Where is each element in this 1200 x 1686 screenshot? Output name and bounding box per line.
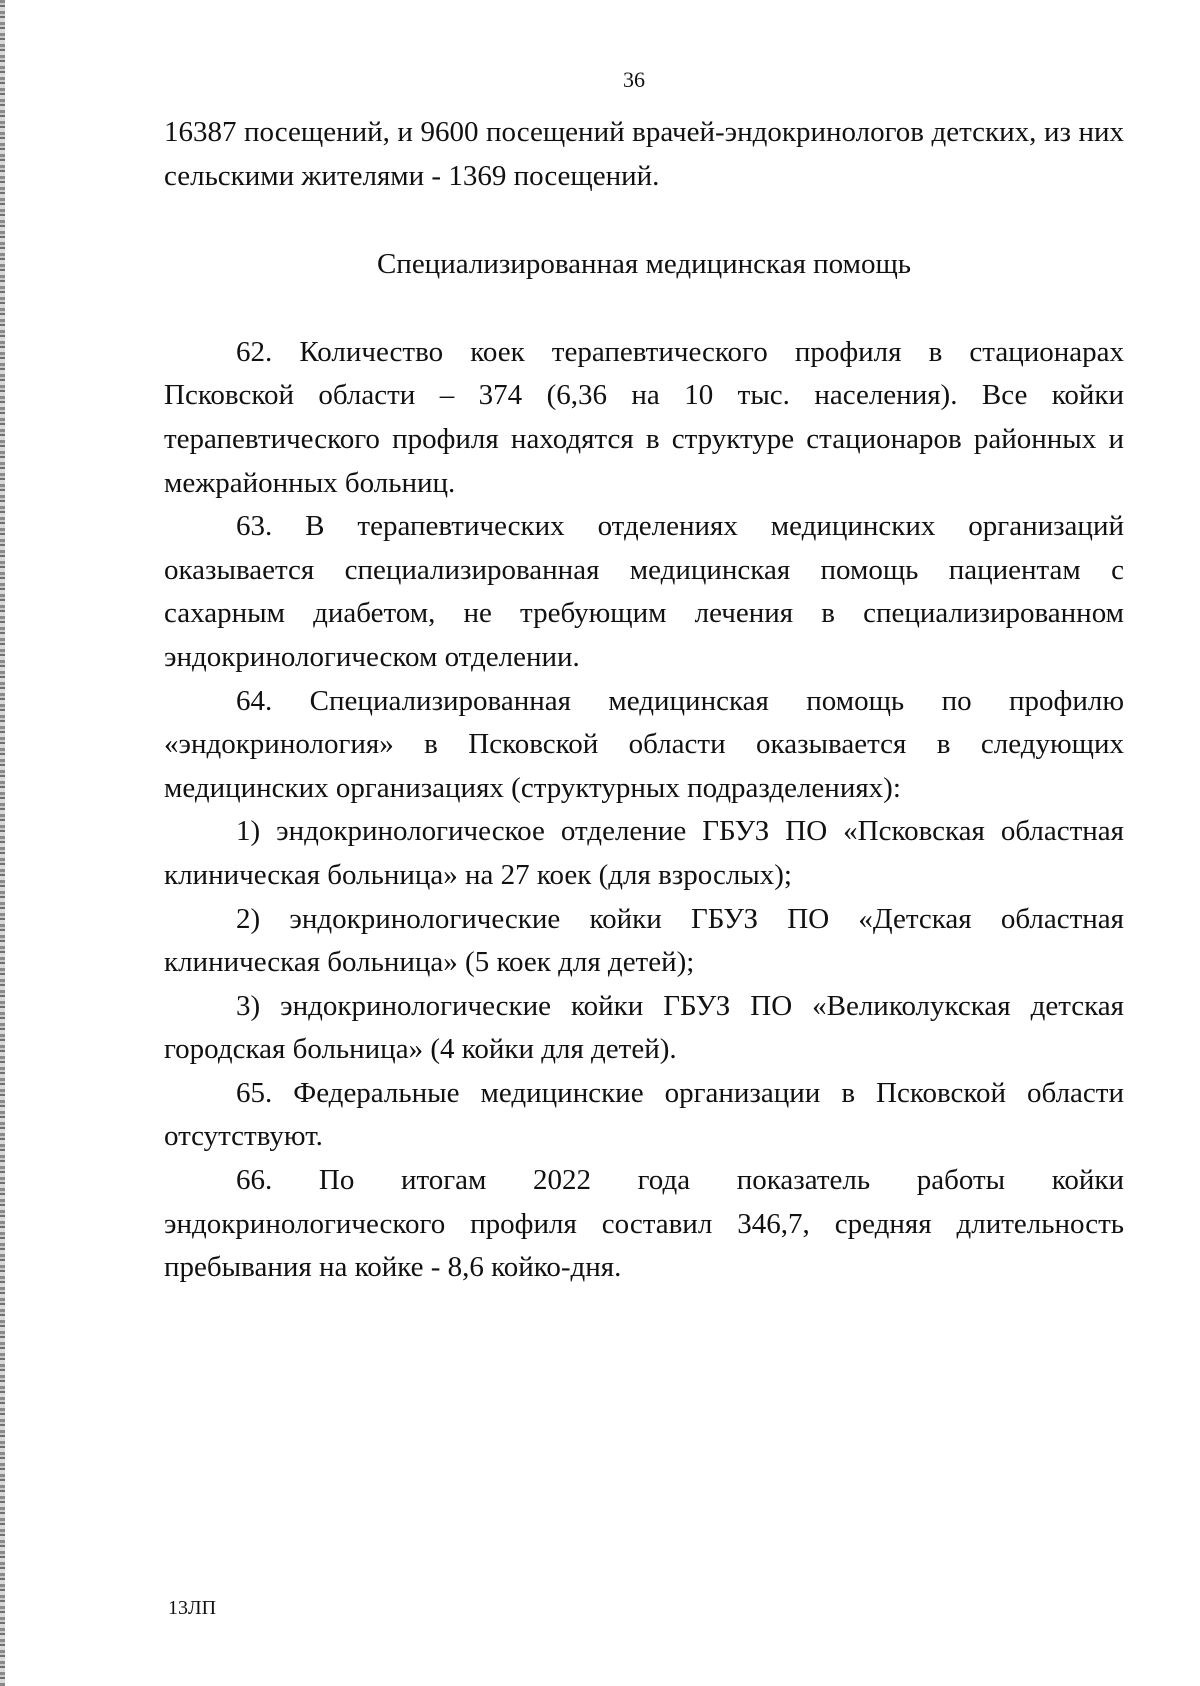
list-item-3: 3) эндокринологические койки ГБУЗ ПО «Великолукская детская городская больница» (4 койки для детей). (164, 989, 1124, 1066)
paragraph-62: 62. Количество коек терапевтического профиля в стационарах Псковской области – 374 (6,36 на 10 тыс. населения). Все койки терапевтического профиля находятся в структуре стационаров районных и межрайонных больниц. (164, 335, 1124, 499)
document-body (164, 111, 1124, 1290)
paragraph-64: 64. Специализированная медицинская помощь по профилю «эндокринология» в Псковской области оказывается в следующих медицинских организациях (структурных подразделениях): (164, 684, 1124, 804)
paragraph-66: 66. По итогам 2022 года показатель работы койки эндокринологического профиля составил 346,7, средняя длительность пребывания на койке - 8,6 койко-дня. (164, 1164, 1124, 1284)
paragraph-63: 63. В терапевтических отделениях медицинских организаций оказывается специализированная медицинская помощь пациентам с сахарным диабетом, не требующим лечения в специализированном эндокринологическом отделении. (164, 510, 1124, 673)
section-title: Специализированная медицинская помощь (376, 248, 912, 281)
page-number (0, 66, 1200, 94)
list-item-1: 1) эндокринологическое отделение ГБУЗ ПО «Псковская областная клиническая больница» на 27 коек (для взрослых); (164, 815, 1124, 891)
page-number-text: 36 (623, 67, 645, 92)
paragraph-65: 65. Федеральные медицинские организации в Псковской области отсутствуют. (164, 1076, 1124, 1153)
scan-edge-artifact (0, 0, 5, 1686)
intro-paragraph: 16387 посещений, и 9600 посещений врачей-эндокринологов детских, из них сельскими жителями - 1369 посещений. (164, 116, 1124, 192)
list-item-2: 2) эндокринологические койки ГБУЗ ПО «Детская областная клиническая больница» (5 коек для детей); (164, 902, 1124, 979)
footer-code: 13ЛП (168, 1597, 217, 1619)
